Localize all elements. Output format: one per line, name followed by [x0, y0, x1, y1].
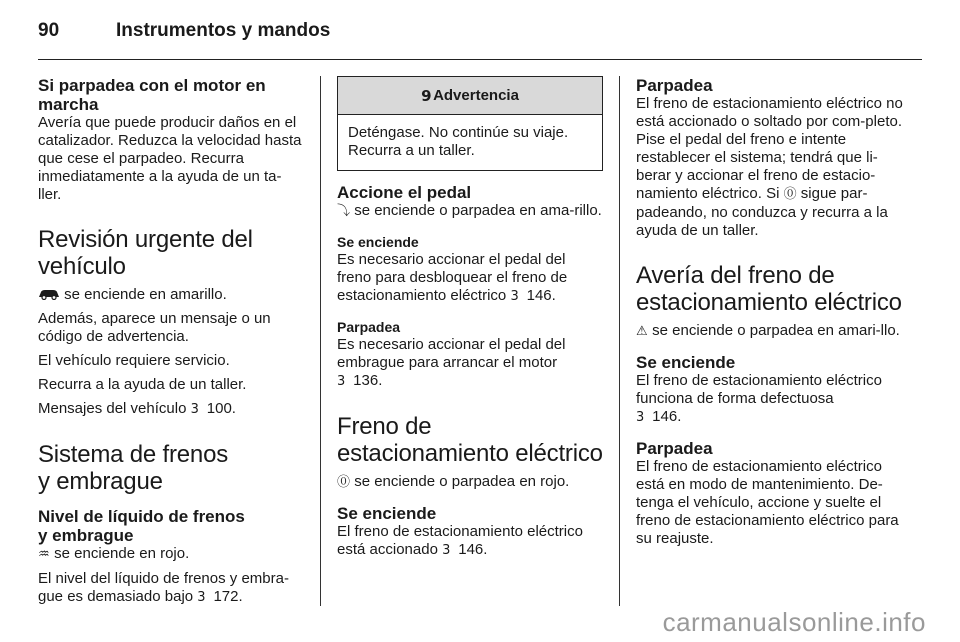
pedal-icon: ⤵: [337, 204, 351, 219]
reference-arrow-icon: 3: [442, 543, 451, 558]
paragraph-text: El freno de estacionamiento eléctrico está accionado: [337, 523, 583, 558]
paragraph-text: se enciende o parpadea en ama-rillo.: [354, 202, 602, 219]
warning-title: Advertencia: [433, 86, 519, 104]
section-heading: Nivel de líquido de frenos y embrague: [38, 507, 245, 545]
paragraph-text: se enciende o parpadea en amari-llo.: [652, 322, 900, 339]
paragraph-text: El freno de estacionamiento eléctrico no está accionado o soltado por com-pleto. Pise el pedal del freno e intente restablecer el sistema; tendrá que li-berar y accionar el freno de estacio-namiento eléctrico. Si: [636, 95, 903, 202]
page-reference: 146.: [652, 408, 682, 425]
subheading: Se enciende: [337, 234, 419, 250]
paragraph-text: Es necesario accionar el pedal del freno para desbloquear el freno de estacionamiento eléctrico: [337, 251, 568, 304]
parking-brake-icon: ⓪: [337, 475, 351, 490]
paragraph: El freno de estacionamiento eléctrico está en modo de mantenimiento. De-tenga el vehículo, accione y suelte el freno de estacionamiento eléctrico para su reajuste.: [636, 458, 899, 547]
reference-arrow-icon: 3: [337, 374, 346, 389]
paragraph: [38, 286, 304, 304]
car-wrench-icon: [38, 288, 60, 300]
paragraph: Además, aparece un mensaje o un código de advertencia.: [38, 310, 271, 345]
paragraph: [337, 523, 603, 560]
paragraph: [38, 545, 304, 564]
reference-arrow-icon: 3: [197, 590, 206, 605]
paragraph: [337, 473, 603, 492]
section-heading: Si parpadea con el motor en marcha: [38, 76, 266, 114]
reference-arrow-icon: 3: [510, 289, 519, 304]
cross-reference-text: Mensajes del vehículo: [38, 400, 187, 417]
section-heading: Parpadea: [636, 439, 713, 458]
paragraph: [38, 570, 304, 607]
paragraph: El vehículo requiere servicio.: [38, 352, 230, 369]
column-3: [636, 76, 904, 548]
paragraph: Avería que puede producir daños en el catalizador. Reduzca la velocidad hasta que cese el parpadeo. Recurra inmediatamente a la ayuda de un ta-ller.: [38, 114, 302, 203]
section-heading: Se enciende: [337, 504, 437, 523]
paragraph: [636, 322, 904, 341]
section-title: Freno de estacionamiento eléctrico: [337, 413, 603, 467]
page-header: [38, 20, 330, 44]
section-title: Avería del freno de estacionamiento eléctrico: [636, 262, 902, 316]
page-reference: 146.: [526, 287, 556, 304]
warning-text: Deténgase. No continúe su viaje. Recurra a un taller.: [348, 124, 569, 159]
paragraph: [337, 336, 603, 391]
brake-fluid-icon: ♒: [38, 547, 50, 562]
column-2: [337, 76, 603, 560]
paragraph-text: se enciende en rojo.: [54, 545, 190, 562]
paragraph-text: Es necesario accionar el pedal del embrague para arrancar el motor: [337, 336, 566, 371]
paragraph-text: El freno de estacionamiento eléctrico funciona de forma defectuosa: [636, 372, 882, 407]
section-heading: Accione el pedal: [337, 183, 472, 202]
section-heading: Se enciende: [636, 353, 736, 372]
page-reference: 136.: [353, 372, 383, 389]
watermark: carmanualsonline.info: [662, 607, 926, 637]
section-title: Revisión urgente del vehículo: [38, 226, 253, 280]
warning-header: [338, 77, 602, 115]
reference-arrow-icon: 3: [190, 402, 199, 417]
paragraph-text: se enciende en amarillo.: [64, 286, 227, 303]
paragraph: [337, 202, 603, 221]
column-divider: [619, 76, 620, 606]
reference-arrow-icon: 3: [636, 410, 645, 425]
page-reference: 172.: [213, 588, 243, 605]
page-title: Instrumentos y mandos: [116, 20, 331, 41]
paragraph: [636, 372, 904, 427]
parking-brake-icon: ⓪: [783, 187, 797, 202]
section-heading: Parpadea: [636, 76, 713, 95]
epb-fault-icon: ⚠: [636, 324, 648, 339]
column-divider: [320, 76, 321, 606]
paragraph: [337, 251, 603, 306]
paragraph: [636, 95, 904, 240]
paragraph-text: se enciende o parpadea en rojo.: [354, 473, 570, 490]
subheading: Parpadea: [337, 319, 401, 335]
section-title: Sistema de frenos y embrague: [38, 441, 229, 495]
paragraph: Recurra a la ayuda de un taller.: [38, 376, 247, 393]
paragraph: [38, 400, 304, 419]
warning-box: [337, 76, 603, 171]
paragraph-text: El nivel del líquido de frenos y embra-gue es demasiado bajo: [38, 570, 289, 605]
page-reference: 146.: [458, 541, 488, 558]
page-reference: 100.: [206, 400, 236, 417]
column-1: [38, 76, 304, 607]
header-rule: [38, 59, 922, 60]
page-number: 90: [38, 20, 60, 41]
paragraph-text: sigue par-padeando, no conduzca y recurra a la ayuda de un taller.: [636, 185, 888, 239]
warning-triangle-icon: 9: [421, 86, 432, 105]
